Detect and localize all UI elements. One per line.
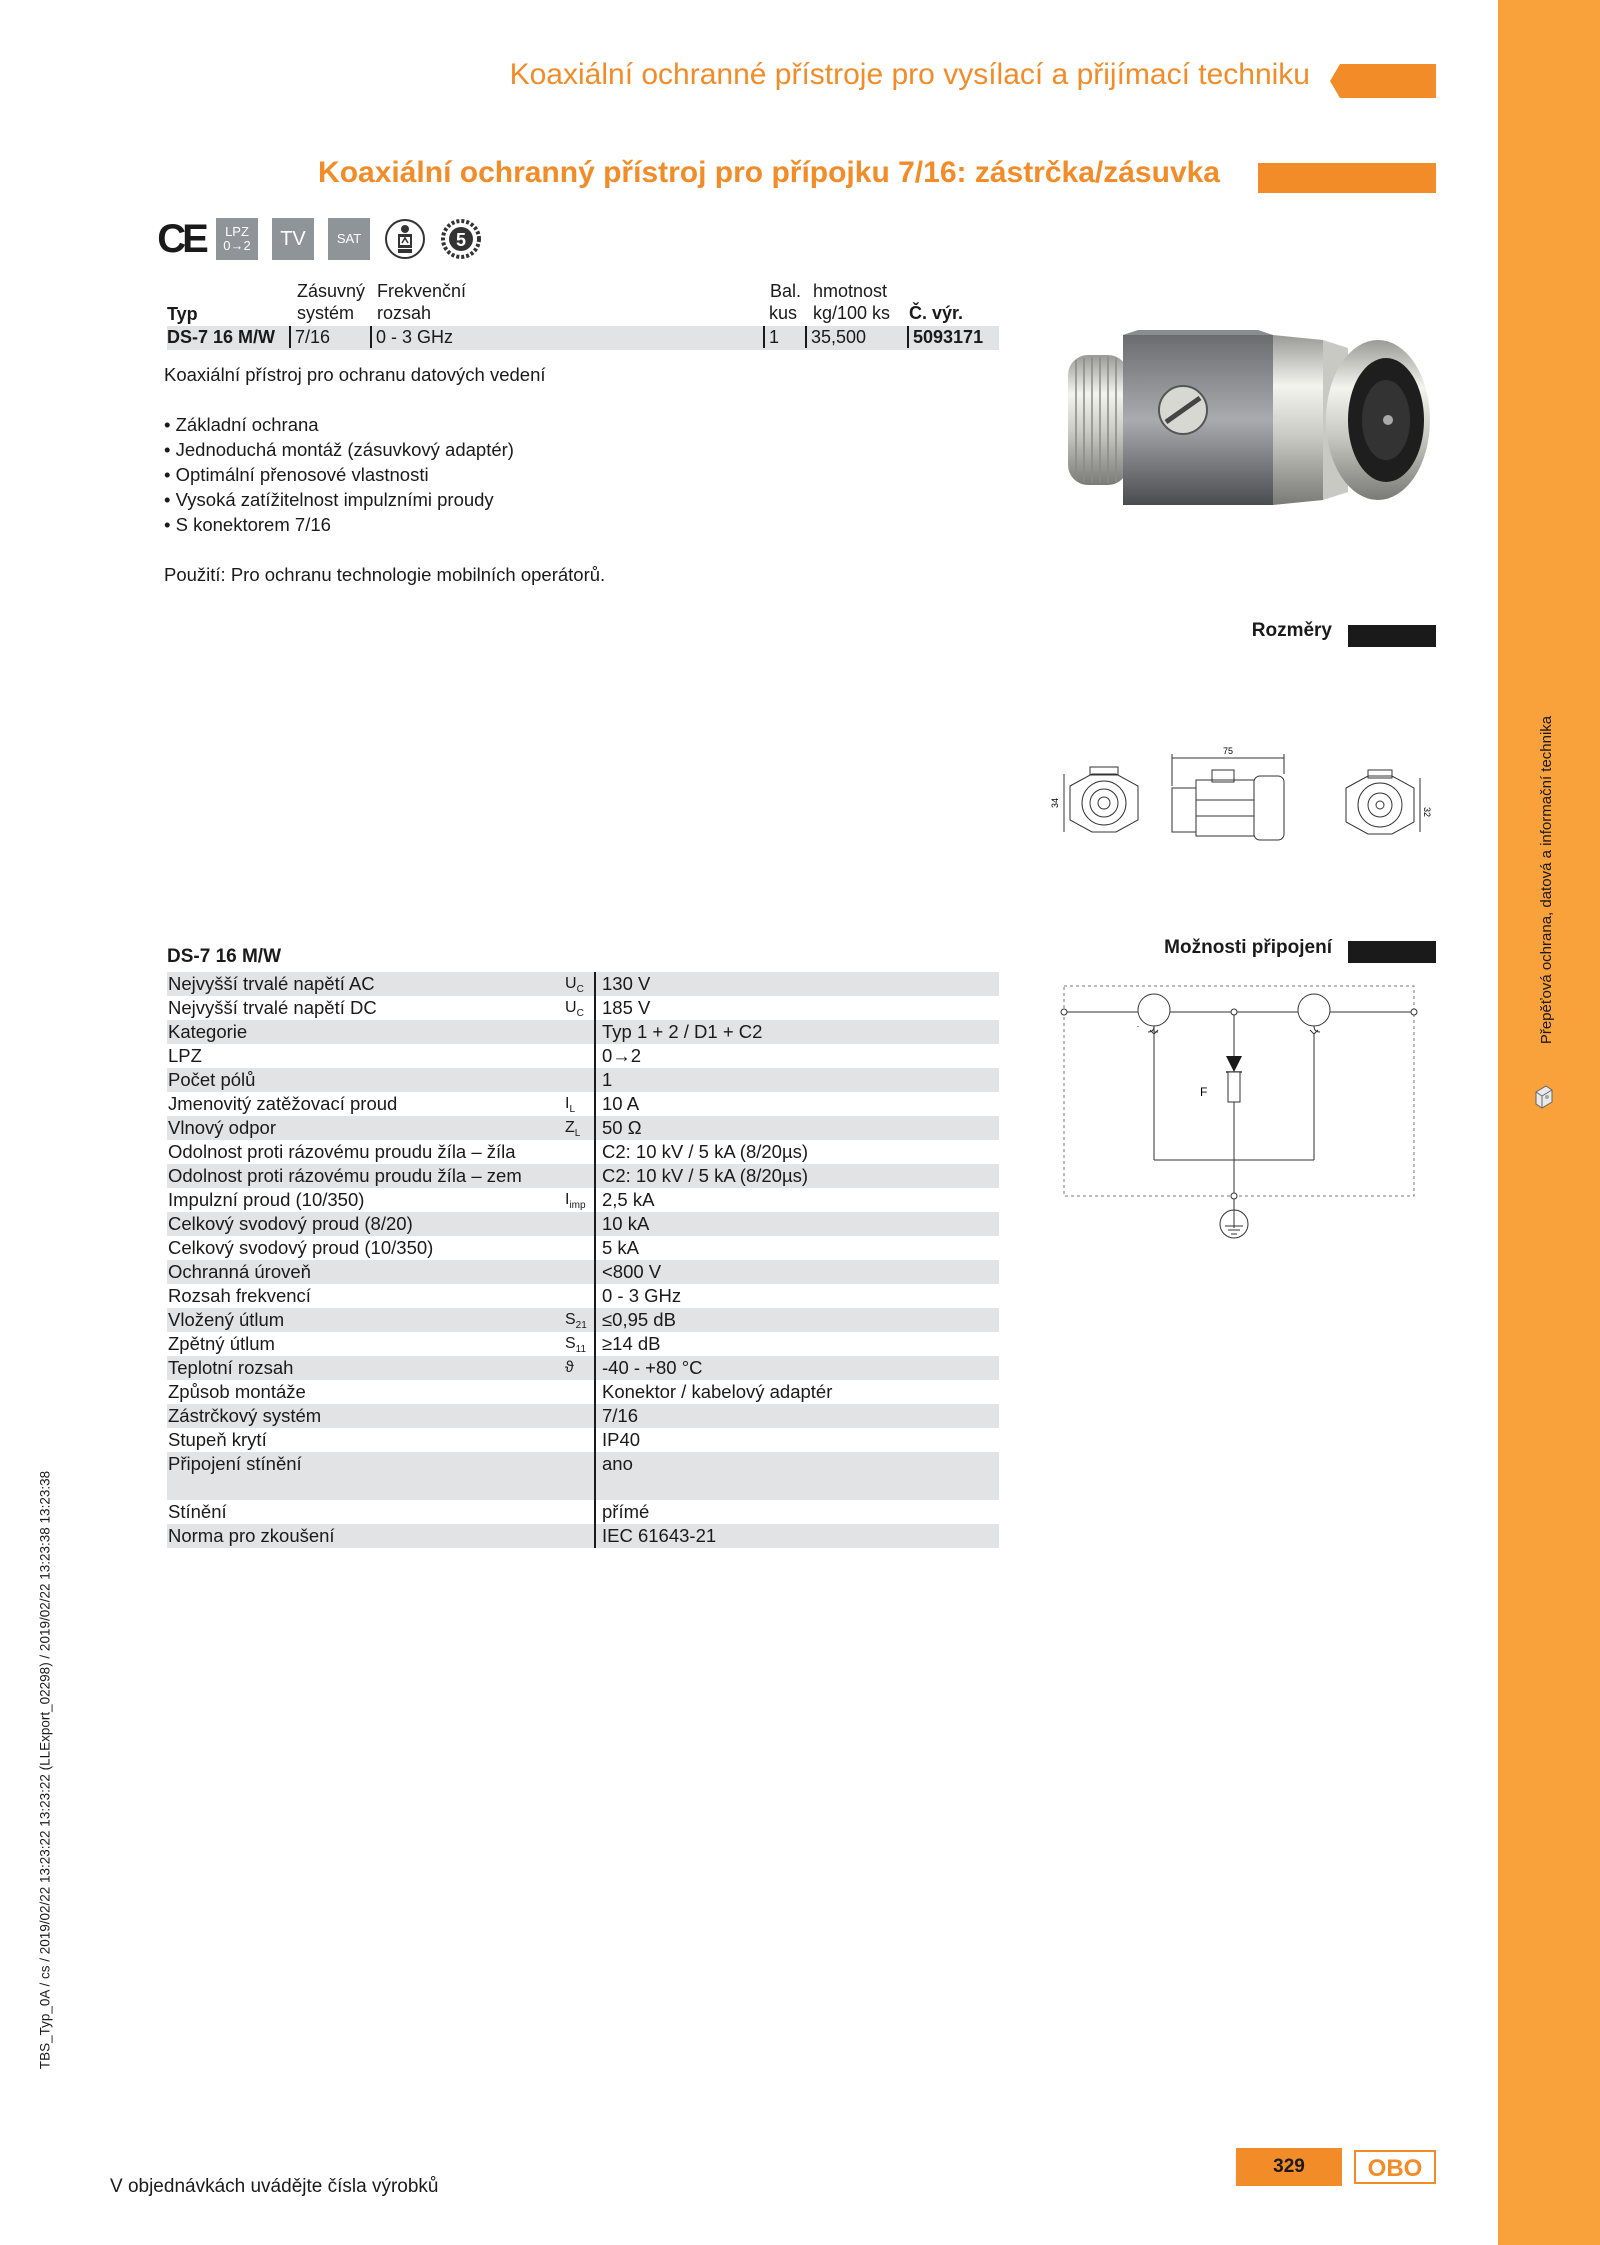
lpz-icon (216, 218, 258, 260)
spec-name: Kategorie (168, 1021, 248, 1042)
spec-row (167, 996, 999, 1020)
spec-name: Celkový svodový proud (10/350) (168, 1237, 434, 1258)
spec-name: Rozsah frekvencí (168, 1285, 311, 1306)
spec-name: Vlnový odpor (168, 1117, 276, 1138)
feature-item: • Vysoká zatížitelnost impulzními proudy (164, 487, 605, 512)
connection-diagram (1058, 980, 1438, 1240)
spec-name: Zástrčkový systém (168, 1405, 322, 1426)
spec-name: Ochranná úroveň (168, 1261, 311, 1282)
header-system-2: systém (297, 303, 355, 323)
product-weight: 35,500 (805, 326, 866, 348)
spec-row (167, 1356, 999, 1380)
spec-name: Norma pro zkoušení (168, 1525, 335, 1546)
header-accent-bar (1330, 64, 1436, 98)
header-art: Č. výr. (909, 303, 964, 323)
spec-symbol-sub: imp (569, 1200, 586, 1212)
spec-row (167, 1332, 999, 1356)
spec-value: 10 A (594, 1092, 639, 1116)
spec-row (167, 1428, 999, 1452)
spec-row (167, 1236, 999, 1260)
tv-icon: TV (272, 218, 314, 260)
spec-value: 0 - 3 GHz (594, 1284, 681, 1308)
product-table-header (167, 280, 999, 326)
order-note: V objednávkách uvádějte čísla výrobků (110, 2176, 439, 2197)
spec-name: Nejvyšší trvalé napětí AC (168, 973, 375, 994)
product-freq: 0 - 3 GHz (370, 326, 453, 348)
spec-name: Jmenovitý zatěžovací proud (168, 1093, 398, 1114)
five-year-icon (440, 218, 482, 260)
spec-row (167, 1500, 999, 1524)
spec-row (167, 1404, 999, 1428)
product-order-table (167, 280, 999, 350)
spec-row (167, 1212, 999, 1236)
end-view-left (1064, 767, 1138, 832)
spec-value: Typ 1 + 2 / D1 + C2 (594, 1020, 762, 1044)
header-typ: Typ (167, 304, 198, 324)
spec-symbol-sub: 11 (575, 1344, 587, 1356)
dimension-height-right: 32 (1422, 807, 1432, 818)
product-title-bar (1258, 163, 1436, 193)
spec-name: Stupeň krytí (168, 1429, 267, 1450)
dimension-length: 75 (1222, 746, 1234, 756)
spec-name: Stínění (168, 1501, 227, 1522)
spec-row (167, 1140, 999, 1164)
spec-symbol-sub: C (576, 984, 584, 996)
spec-row (167, 1116, 999, 1140)
spec-value: IEC 61643-21 (594, 1524, 716, 1548)
side-view (1172, 754, 1284, 840)
spec-value: <800 V (594, 1260, 661, 1284)
header-bal-2: kus (769, 303, 798, 323)
header-freq-2: rozsah (377, 303, 432, 323)
spec-symbol-sub: 21 (575, 1320, 587, 1332)
connection-heading: Možnosti připojení (1164, 937, 1332, 958)
spec-symbol-main: U (565, 999, 577, 1016)
product-photo (1058, 330, 1438, 530)
spec-value: 10 kA (594, 1212, 649, 1236)
page-header-title: Koaxiální ochranné přístroje pro vysílací a přijímací techniku (509, 58, 1310, 91)
header-freq-1: Frekvenční (377, 281, 467, 301)
spec-value: ano (594, 1452, 633, 1500)
spec-name: Způsob montáže (168, 1381, 306, 1402)
description-intro: Koaxiální přístroj pro ochranu datových vedení (164, 364, 546, 385)
spec-symbol-main: Z (565, 1119, 575, 1136)
spec-value: ≥14 dB (594, 1332, 661, 1356)
spec-row (167, 1452, 999, 1500)
feature-item: • Optimální přenosové vlastnosti (164, 462, 605, 487)
spec-value: 1 (594, 1068, 612, 1092)
feature-item: • Jednoduchá montáž (zásuvkový adaptér) (164, 437, 605, 462)
spec-value: 2,5 kA (594, 1188, 654, 1212)
technical-specs-table (167, 942, 999, 1548)
product-bal: 1 (763, 326, 779, 348)
product-title: Koaxiální ochranný přístroj pro přípojku 7/16: zástrčka/zásuvka (318, 156, 1220, 189)
spec-value: C2: 10 kV / 5 kA (8/20µs) (594, 1164, 808, 1188)
spec-value: 0→2 (594, 1044, 641, 1068)
end-view-right (1346, 770, 1420, 834)
svg-text:5: 5 (455, 230, 467, 250)
product-row (167, 326, 999, 350)
spec-row (167, 1020, 999, 1044)
spec-value: 50 Ω (594, 1116, 642, 1140)
spec-symbol-sub: C (576, 1008, 584, 1020)
spec-row (167, 1308, 999, 1332)
spec-name: Vložený útlum (168, 1309, 285, 1330)
obo-logo (1354, 2150, 1436, 2184)
installer-icon (384, 218, 426, 260)
product-art-number: 5093171 (907, 326, 983, 348)
spec-row (167, 1284, 999, 1308)
spec-value: 130 V (594, 972, 650, 996)
spec-symbol-main: ϑ (565, 1359, 574, 1376)
spec-value: 185 V (594, 996, 650, 1020)
product-typ: DS-7 16 M/W (167, 327, 276, 347)
header-weight-1: hmotnost (813, 281, 888, 301)
spec-row (167, 1092, 999, 1116)
header-weight-2: kg/100 ks (813, 303, 891, 323)
connection-heading-bar (1348, 941, 1436, 963)
dimensions-heading: Rozměry (1251, 620, 1332, 641)
dimension-drawing (1040, 740, 1440, 860)
spec-name: LPZ (168, 1045, 202, 1066)
usage-note: Použití: Pro ochranu technologie mobilních operátorů. (164, 564, 606, 585)
spec-row (167, 1524, 999, 1548)
side-tab-label: Přepěťová ochrana, datová a informační technika (1538, 715, 1555, 1045)
spec-name: Počet pólů (168, 1069, 256, 1090)
spec-row (167, 972, 999, 996)
spec-symbol-main: S (565, 1335, 576, 1352)
spec-row (167, 1164, 999, 1188)
spec-name: Odolnost proti rázovému proudu žíla – žíla (168, 1141, 516, 1162)
spec-row (167, 1260, 999, 1284)
spec-name: Nejvyšší trvalé napětí DC (168, 997, 377, 1018)
spec-name: Impulzní proud (10/350) (168, 1189, 365, 1210)
spec-value: ≤0,95 dB (594, 1308, 676, 1332)
spec-symbol-main: S (565, 1311, 576, 1328)
feature-item: • S konektorem 7/16 (164, 512, 605, 537)
spec-name: Teplotní rozsah (168, 1357, 294, 1378)
spec-value: Konektor / kabelový adaptér (594, 1380, 832, 1404)
spec-value: 5 kA (594, 1236, 639, 1260)
header-system-1: Zásuvný (297, 281, 366, 301)
brand-name: OBO (1367, 2155, 1423, 2182)
spec-symbol-main: I (565, 1095, 570, 1112)
spec-name: Celkový svodový proud (8/20) (168, 1213, 413, 1234)
spec-name: Zpětný útlum (168, 1333, 275, 1354)
ce-mark-icon: CE (157, 216, 205, 261)
page-number: 329 (1236, 2148, 1342, 2186)
header-bal-1: Bal. (770, 281, 802, 301)
dimensions-heading-bar (1348, 625, 1436, 647)
dimension-height-left: 34 (1050, 797, 1060, 808)
spec-row (167, 1068, 999, 1092)
spec-name: Připojení stínění (168, 1453, 302, 1474)
spec-value: IP40 (594, 1428, 640, 1452)
sat-icon: SAT (328, 218, 370, 260)
spec-name: Odolnost proti rázovému proudu žíla – zem (168, 1165, 522, 1186)
spec-value: -40 - +80 °C (594, 1356, 702, 1380)
specs-rows (167, 972, 999, 1548)
spec-symbol-main: I (565, 1191, 570, 1208)
feature-list (164, 412, 605, 537)
certification-icons (157, 216, 482, 262)
spec-row (167, 1380, 999, 1404)
spec-symbol-sub: L (574, 1128, 581, 1140)
specs-title: DS-7 16 M/W (167, 946, 282, 967)
spec-symbol-main: U (565, 975, 577, 992)
spec-row (167, 1044, 999, 1068)
spec-value: 7/16 (594, 1404, 638, 1428)
spec-symbol (565, 1356, 574, 1380)
spec-value: C2: 10 kV / 5 kA (8/20µs) (594, 1140, 808, 1164)
product-system: 7/16 (289, 326, 330, 348)
spec-value: přímé (594, 1500, 649, 1524)
product-description (164, 362, 605, 587)
spec-row (167, 1188, 999, 1212)
lpz-label: LPZ 0→2 (223, 224, 251, 253)
fuse-label: F (1200, 1085, 1208, 1099)
feature-item: • Základní ochrana (164, 412, 605, 437)
spec-symbol-sub: L (569, 1104, 576, 1116)
surge-device-icon (1532, 1082, 1554, 1112)
document-code: TBS_Typ_0A / cs / 2019/02/22 13:23:22 13:23:22 (LLExport_02298) / 2019/02/22 13:23:38 13:23:38 (37, 1470, 53, 2070)
